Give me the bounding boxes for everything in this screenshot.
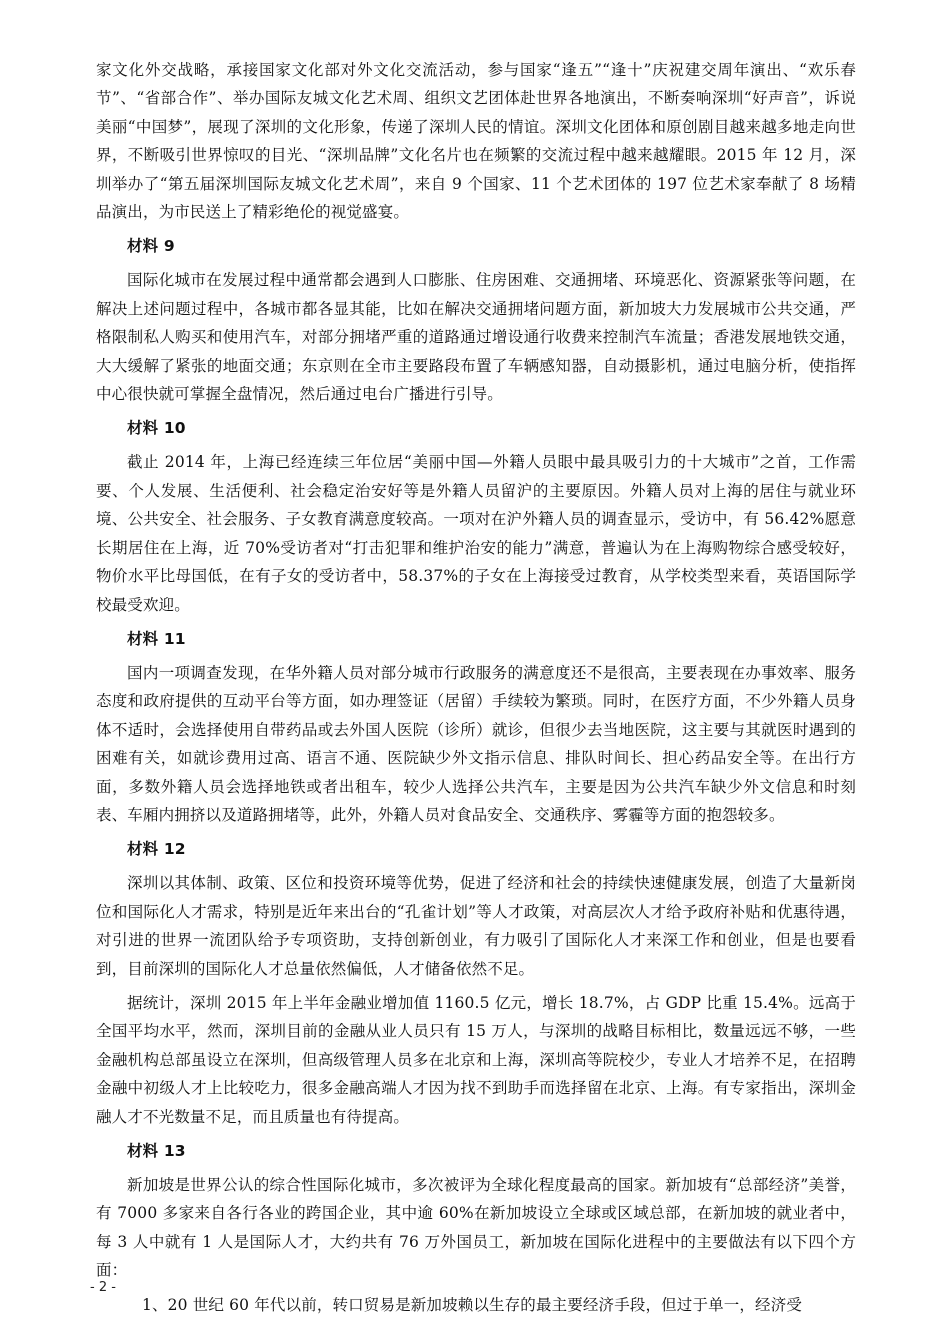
heading-material-11: 材料 11	[127, 629, 186, 648]
heading-material-9: 材料 9	[127, 237, 175, 256]
heading-material-13: 材料 13	[127, 1142, 186, 1160]
paragraph-material-11: 国内一项调查发现，在华外籍人员对部分城市行政服务的满意度还不是很高，主要表现在办事效率、服务态度和政府提供的互动平台等方面，如办理签证（居留）手续较为繁琐。同时，在医疗方面，不少外籍人员身体不适时，会选择使用自带药品或去外国人医院（诊所）就诊，但很少去当地医院，这主要与其就医时遇到的困难有关，如就诊费用过高、语言不通、医院缺少外文指示信息、排队时间长、担心药品安全等。在出行方面，多数外籍人员会选择地铁或者出租车，较少人选择公共汽车，主要是因为公共汽车缺少外文信息和时刻表、车厢内拥挤以及道路拥堵等，此外，外籍人员对食品安全、交通秩序、雾霾等方面的抱怨较多。	[96, 663, 856, 824]
paragraph-material-13-item-1: 1、20 世纪 60 年代以前，转口贸易是新加坡赖以生存的最主要经济手段，但过于单一，经济受	[142, 1295, 802, 1314]
paragraph-material-10: 截止 2014 年，上海已经连续三年位居“美丽中国—外籍人员眼中最具吸引力的十大城市”之首，工作需要、个人发展、生活便利、社会稳定治安好等是外籍人员留沪的主要原因。外籍人员对上海的居住与就业环境、公共安全、社会服务、子女教育满意度较高。一项对在沪外籍人员的调查显示，受访中，有 56.42%愿意长期居住在上海，近 70%受访者对“打击犯罪和维护治安的能力”满意，普遍认为在上海购物综合感受较好，物价水平比母国低，在有子女的受访者中，58.37%的子女在上海接受过教育，从学校类型来看，英语国际学校最受欢迎。	[96, 453, 856, 614]
page-number: - 2 -	[90, 1280, 116, 1295]
paragraph-material-12-b: 据统计，深圳 2015 年上半年金融业增加值 1160.5 亿元，增长 18.7%，占 GDP 比重 15.4%。远高于全国平均水平，然而，深圳目前的金融从业人员只有 15 万人，与深圳的战略目标相比，数量远远不够，一些金融机构总部虽设立在深圳，但高级管理人员多在北京和上海，深圳高等院校少，专业人才培养不足，在招聘金融中初级人才上比较吃力，很多金融高端人才因为找不到助手而选择留在北京、上海。有专家指出，深圳金融人才不光数量不足，而且质量也有待提高。	[96, 993, 856, 1126]
document-body	[96, 56, 856, 1325]
paragraph-material-13: 新加坡是世界公认的综合性国际化城市，多次被评为全球化程度最高的国家。新加坡有“总部经济”美誉，有 7000 多家来自各行各业的跨国企业，其中逾 60%在新加坡设立全球或区域总部，在新加坡的就业者中，每 3 人中就有 1 人是国际人才，大约共有 76 万外国员工，新加坡在国际化进程中的主要做法有以下四个方面：	[96, 1176, 856, 1280]
paragraph-material-9: 国际化城市在发展过程中通常都会遇到人口膨胀、住房困难、交通拥堵、环境恶化、资源紧张等问题，在解决上述问题过程中，各城市都各显其能，比如在解决交通拥堵问题方面，新加坡大力发展城市公共交通，严格限制私人购买和使用汽车，对部分拥堵严重的道路通过增设通行收费来控制汽车流量；香港发展地铁交通，大大缓解了紧张的地面交通；东京则在全市主要路段布置了车辆感知器，自动摄影机，通过电脑分析，使指挥中心很快就可掌握全盘情况，然后通过电台广播进行引导。	[96, 271, 856, 404]
paragraph-material-8-continued: 家文化外交战略，承接国家文化部对外文化交流活动，参与国家“逢五”“逢十”庆祝建交周年演出、“欢乐春节”、“省部合作”、举办国际友城文化艺术周、组织文艺团体赴世界各地演出，不断奏响深圳“好声音”，诉说美丽“中国梦”，展现了深圳的文化形象，传递了深圳人民的情谊。深圳文化团体和原创剧目越来越多地走向世界，不断吸引世界惊叹的目光、“深圳品牌”文化名片也在频繁的交流过程中越来越耀眼。2015 年 12 月，深圳举办了“第五届深圳国际友城文化艺术周”，来自 9 个国家、11 个艺术团体的 197 位艺术家奉献了 8 场精品演出，为市民送上了精彩绝伦的视觉盛宴。	[96, 61, 856, 222]
heading-material-12: 材料 12	[127, 840, 186, 859]
heading-material-10: 材料 10	[127, 419, 186, 438]
paragraph-material-12-a: 深圳以其体制、政策、区位和投资环境等优势，促进了经济和社会的持续快速健康发展，创造了大量新岗位和国际化人才需求，特别是近年来出台的“孔雀计划”等人才政策，对高层次人才给予政府补贴和优惠待遇，对引进的世界一流团队给予专项资助，支持创新创业，有力吸引了国际化人才来深工作和创业，但是也要看到，目前深圳的国际化人才总量依然偏低，人才储备依然不足。	[96, 874, 856, 978]
